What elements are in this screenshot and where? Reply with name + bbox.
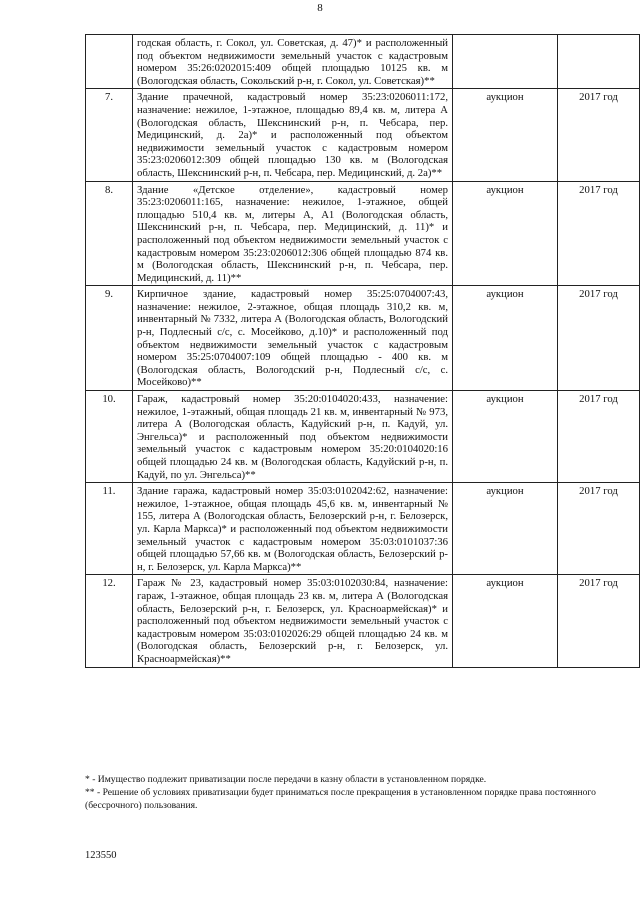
document-code: 123550 <box>85 850 117 861</box>
property-table <box>85 34 640 668</box>
row-number: 10. <box>86 391 133 483</box>
row-method: аукцион <box>453 391 558 483</box>
table-row <box>86 483 640 575</box>
table-row <box>86 286 640 391</box>
row-description: Здание прачечной, кадастровый номер 35:23:0206011:172, назначение: нежилое, 1-этажное, площадью 89,4 кв. м, литера А (Вологодская область, Шекснинский р-н, п. Чебсара, пер. Медицинский, д. 2а)* и расположенный под объектом недвижимости земельный участок с кадастровым номером 35:23:0206012:309 общей площадью 130 кв. м (Вологодская область, Шекснинский р-н, п. Чебсара, пер. Медицинский, д. 2а)** <box>133 89 453 181</box>
row-number <box>86 35 133 89</box>
row-number: 11. <box>86 483 133 575</box>
row-description: Кирпичное здание, кадастровый номер 35:25:0704007:43, назначение: нежилое, 2-этажное, общая площадь 310,2 кв. м, инвентарный № 7332, литера А (Вологодская область, Вологодский р-н, Подлесный с/с, с. Мосейково, д.10)* и расположенный под объектом недвижимости земельный участок с кадастровым номером 35:25:0704007:109 общей площадью - 400 кв. м (Вологодская область, Вологодский р-н, Подлесный с/с, с. Мосейково)** <box>133 286 453 391</box>
row-year: 2017 год <box>558 89 640 181</box>
row-year: 2017 год <box>558 286 640 391</box>
row-method <box>453 35 558 89</box>
row-number: 8. <box>86 181 133 286</box>
row-method: аукцион <box>453 181 558 286</box>
footnote-single-star: * - Имущество подлежит приватизации после передачи в казну области в установленном порядке. <box>85 774 487 785</box>
row-description: Здание «Детское отделение», кадастровый номер 35:23:0206011:165, назначение: нежилое, 1-этажное, общей площадью 510,4 кв. м, литеры А, А1 (Вологодская область, Шекснинский р-н, п. Чебсара, пер. Медицинский, д. 11)* и расположенный под объектом недвижимости земельный участок с кадастровым номером 35:23:0206012:306 общей площадью 874 кв. м (Вологодская область, Шекснинский р-н, п. Чебсара, пер. Медицинский, д. 11)** <box>133 181 453 286</box>
row-description: Гараж № 23, кадастровый номер 35:03:0102030:84, назначение: гараж, 1-этажное, общая площадь 23 кв. м, литера А (Вологодская область, Белозерский р-н, г. Белозерск, ул. Красноармейская)* и расположенный под объектом недвижимости земельный участок с кадастровым номером 35:03:0102026:29 общей площадью 24 кв. м (Вологодская область, Белозерский р-н, г. Белозерск, ул. Красноармейская)** <box>133 575 453 667</box>
row-number: 12. <box>86 575 133 667</box>
table-row <box>86 575 640 667</box>
row-number: 7. <box>86 89 133 181</box>
row-year: 2017 год <box>558 391 640 483</box>
row-description: Гараж, кадастровый номер 35:20:0104020:433, назначение: нежилое, 1-этажный, общая площадь 21 кв. м, инвентарный № 973, литера А (Вологодская область, Кадуйский р-н, п. Кадуй, ул. Энгельса)* и расположенный под объектом недвижимости земельный участок с кадастровым номером 35:20:0104020:16 общей площадью 24 кв. м (Вологодская область, Кадуйский р-н, п. Кадуй, по ул. Энгельса)** <box>133 391 453 483</box>
page-number: 8 <box>317 2 323 14</box>
table-row <box>86 391 640 483</box>
row-year <box>558 35 640 89</box>
row-year: 2017 год <box>558 575 640 667</box>
table-row <box>86 89 640 181</box>
row-method: аукцион <box>453 483 558 575</box>
footnote-double-star: ** - Решение об условиях приватизации будет приниматься после прекращения в установленном порядке права постоянного (бессрочного) пользования. <box>85 787 596 811</box>
row-method: аукцион <box>453 286 558 391</box>
row-method: аукцион <box>453 89 558 181</box>
row-number: 9. <box>86 286 133 391</box>
table-row <box>86 181 640 286</box>
footnotes <box>85 773 640 812</box>
row-method: аукцион <box>453 575 558 667</box>
row-description: годская область, г. Сокол, ул. Советская, д. 47)* и расположенный под объектом недвижимости земельный участок с кадастровым номером 35:26:0202015:409 общей площадью 10125 кв. м (Вологодская область, Сокольский р-н, г. Сокол, ул. Советская)** <box>133 35 453 89</box>
row-description: Здание гаража, кадастровый номер 35:03:0102042:62, назначение: нежилое, 1-этажное, общая площадь 45,6 кв. м, инвентарный № 155, литера А (Вологодская область, Белозерский р-н, г. Белозерск, ул. Карла Маркса)* и расположенный под объектом недвижимости земельный участок с кадастровым номером 35:03:0101037:36 общей площадью 57,66 кв. м (Вологодская область, Белозерский р-н, г. Белозерск, ул. Карла Маркса)** <box>133 483 453 575</box>
row-year: 2017 год <box>558 483 640 575</box>
row-year: 2017 год <box>558 181 640 286</box>
table-row <box>86 35 640 89</box>
